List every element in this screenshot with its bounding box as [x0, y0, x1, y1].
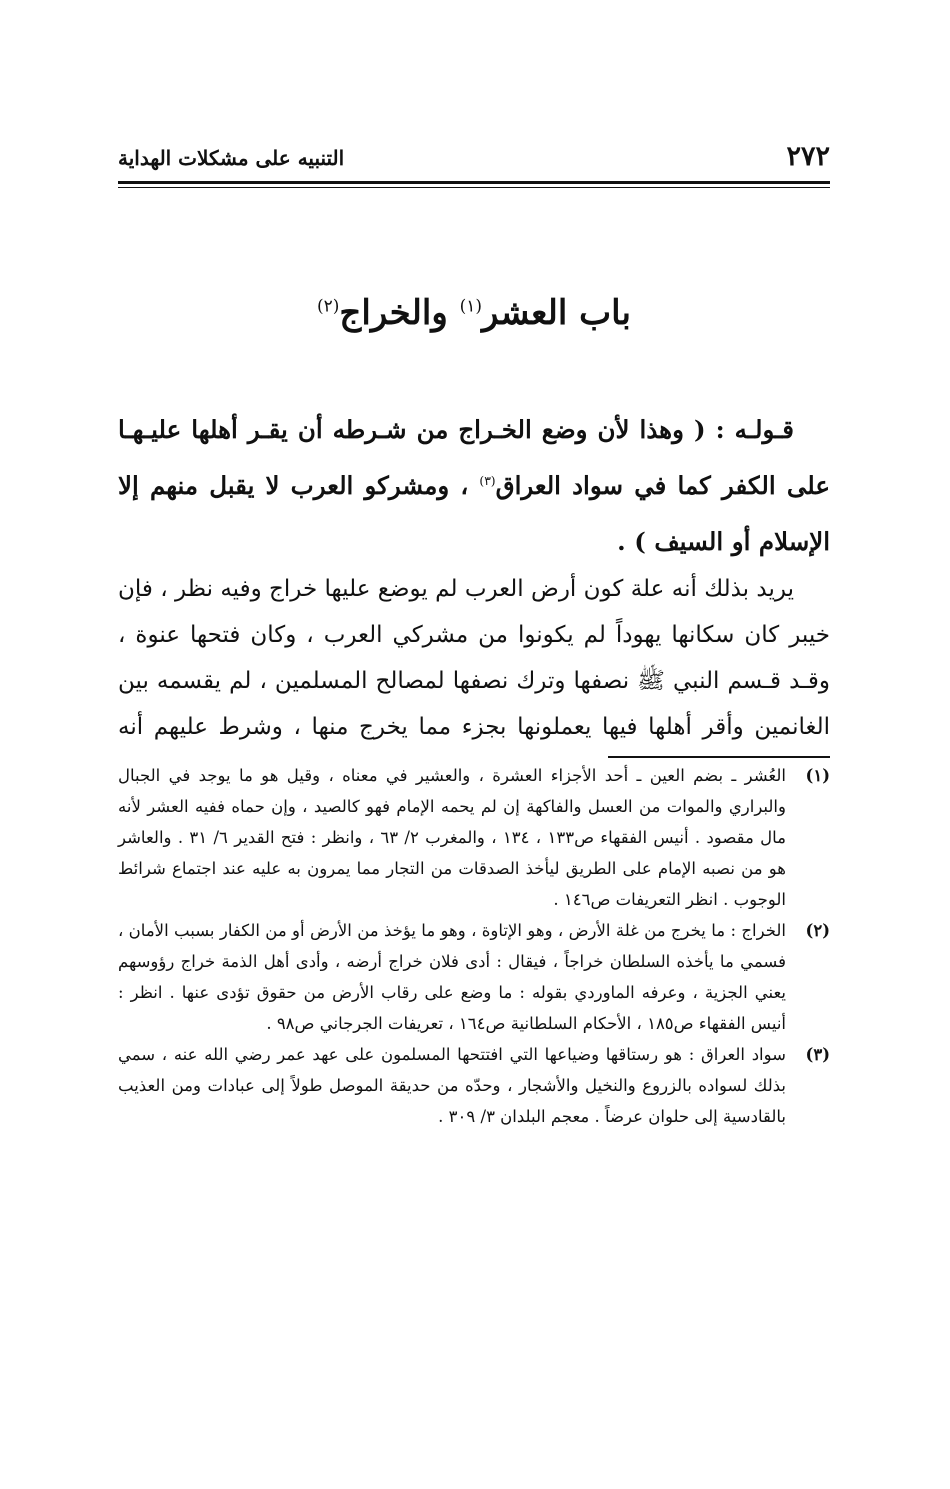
footnote-text: العُشر ـ بضم العين ـ أحد الأجزاء العشرة ، والعشير في معناه ، وقيل هو ما يوجد في الجبال والبراري والموات من العسل والفاكهة إن لم يحمه الإمام فهو كالصيد ، وإن حماه ففيه العشر لأنه مال مقصود . أنيس الفقهاء ص١٣٣ ، ١٣٤ ، والمغرب ٢/ ٦٣ ، وانظر : فتح القدير ٦/ ٣١ . والعاشر هو من نصبه الإمام على الطريق ليأخذ الصدقات من التجار مما يمرون به عليه عند اجتماع شرائط الوجوب . انظر التعريفات ص١٤٦ . — [118, 766, 786, 909]
footnote-number: (١) — [805, 766, 830, 785]
quoted-text-part2: ، ومشركو العرب لا يقبل منهم إلا الإسلام أو السيف ) . — [118, 471, 830, 556]
footnote-1 — [118, 760, 830, 915]
commentary-paragraph — [118, 566, 830, 750]
commentary-text: يريد بذلك أنه علة كون أرض العرب لم يوضع عليها خراج وفيه نظر ، فإن خيبر كان سكانها يهوداً لم يكونوا من مشركي العرب ، وكان فتحها عنوة ، وقـد قـسم النبي ﷺ نصفها وترك نصفها لمصالح المسلمين ، لم يقسمه بين الغانمين وأقر أهلها فيها يعملونها بجزء مما يخرج منها ، وشرط عليهم أنه — [118, 576, 830, 740]
footnote-number: (٢) — [805, 921, 830, 940]
chapter-title-part2: والخراج — [339, 293, 460, 333]
footnote-3 — [118, 1039, 830, 1132]
page-header — [118, 140, 830, 174]
chapter-title — [118, 288, 830, 338]
page-number: ٢٧٢ — [786, 141, 830, 172]
running-title: التنبيه على مشكلات الهداية — [118, 146, 345, 170]
footnote-ref-3: (٣) — [479, 473, 496, 488]
footnote-2 — [118, 915, 830, 1039]
footnote-separator — [608, 756, 830, 758]
footnote-ref-1: (١) — [459, 296, 483, 317]
quoted-text-part1: قـولـه : ( وهذا لأن وضع الخـراج من شـرطه أن يقـر أهلها عليـهـا على الكفر كما في سواد العراق — [118, 415, 830, 500]
footnote-text: الخراج : ما يخرج من غلة الأرض ، وهو الإتاوة ، وهو ما يؤخذ من الأرض أو من الكفار بسبب الأمان ، فسمي ما يأخذه السلطان خراجاً ، فيقال : أدى فلان خراج أرضه ، وأدى أهل الذمة خراج رؤوسهم يعني الجزية ، وعرفه الماوردي بقوله : ما وضع على رقاب الأرض من حقوق تؤدى عنها . انظر : أنيس الفقهاء ص١٨٥ ، الأحكام السلطانية ص١٦٤ ، تعريفات الجرجاني ص٩٨ . — [118, 921, 786, 1033]
footnote-text: سواد العراق : هو رستاقها وضياعها التي افتتحها المسلمون على عهد عمر رضي الله عنه ، سمي بذلك لسواده بالزروع والنخيل والأشجار ، وحدّه من حديقة الموصل طولاً إلى عبادات ومن العذيب بالقادسية إلى حلوان عرضاً . معجم البلدان ٣/ ٣٠٩ . — [118, 1045, 786, 1126]
header-rule-thin — [118, 187, 830, 188]
chapter-title-part1: باب العشر — [482, 293, 631, 333]
footnote-number: (٣) — [805, 1045, 830, 1064]
footnote-ref-2: (٢) — [317, 296, 340, 317]
footnotes-section — [118, 760, 830, 1132]
header-rule-thick — [118, 181, 830, 184]
quoted-text — [118, 402, 830, 570]
